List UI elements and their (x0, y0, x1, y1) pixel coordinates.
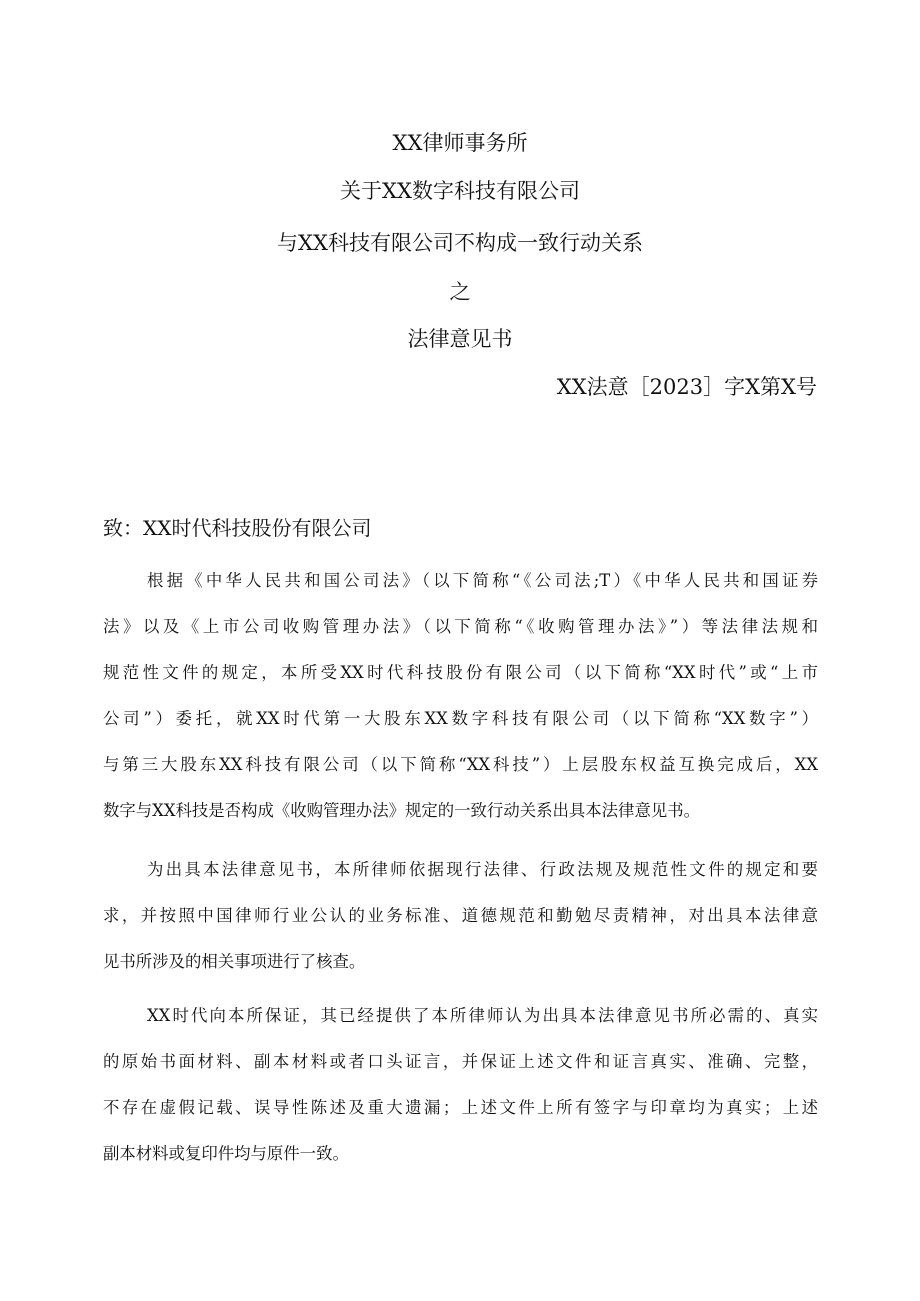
paragraph-line: 副本材料或复印件均与原件一致。 (103, 1144, 349, 1163)
paragraph-line: 不存在虚假记载、误导性陈述及重大遗漏；上述文件上所有签字与印章均为真实；上述 (103, 1098, 818, 1117)
paragraph-line: 为出具本法律意见书，本所律师依据现行法律、行政法规及规范性文件的规定和要 (147, 860, 818, 879)
paragraph-line: 数字与XX科技是否构成《收购管理办法》规定的一致行动关系出具本法律意见书。 (103, 801, 701, 820)
document-number: XX法意［2023］字X第X号 (556, 375, 817, 399)
title-connector: 之 (449, 280, 471, 304)
paragraph-line: XX时代向本所保证，其已经提供了本所律师认为出具本法律意见书所必需的、真实 (147, 1006, 818, 1025)
paragraph-engagement (103, 558, 818, 834)
title-document-type: 法律意见书 (407, 327, 513, 351)
title-relationship: 与XX科技有限公司不构成一致行动关系 (277, 231, 643, 255)
paragraph-warranty (103, 993, 818, 1177)
title-subject-company: 关于XX数字科技有限公司 (340, 179, 580, 203)
paragraph-line: 根据《中华人民共和国公司法》（以下简称“《公司法;T）《中华人民共和国证券 (147, 571, 818, 590)
paragraph-line: 见书所涉及的相关事项进行了核查。 (103, 952, 366, 971)
paragraph-line: 公司”）委托，就XX时代第一大股东XX数字科技有限公司（以下简称“XX数字”） (103, 709, 818, 728)
paragraph-line: 的原始书面材料、副本材料或者口头证言，并保证上述文件和证言真实、准确、完整， (103, 1052, 818, 1071)
paragraph-line: 求，并按照中国律师行业公认的业务标准、道德规范和勤勉尽责精神，对出具本法律意 (103, 906, 818, 925)
paragraph-line: 法》以及《上市公司收购管理办法》（以下简称“《收购管理办法》”）等法律法规和 (103, 617, 818, 636)
title-law-firm: XX律师事务所 (392, 131, 528, 155)
paragraph-line: 与第三大股东XX科技有限公司（以下简称“XX科技”）上层股东权益互换完成后，XX (103, 755, 818, 774)
paragraph-line: 规范性文件的规定，本所受XX时代科技股份有限公司（以下简称“XX时代”或“上市 (103, 663, 818, 682)
addressee: 致：XX时代科技股份有限公司 (103, 516, 372, 540)
paragraph-basis (103, 847, 818, 985)
